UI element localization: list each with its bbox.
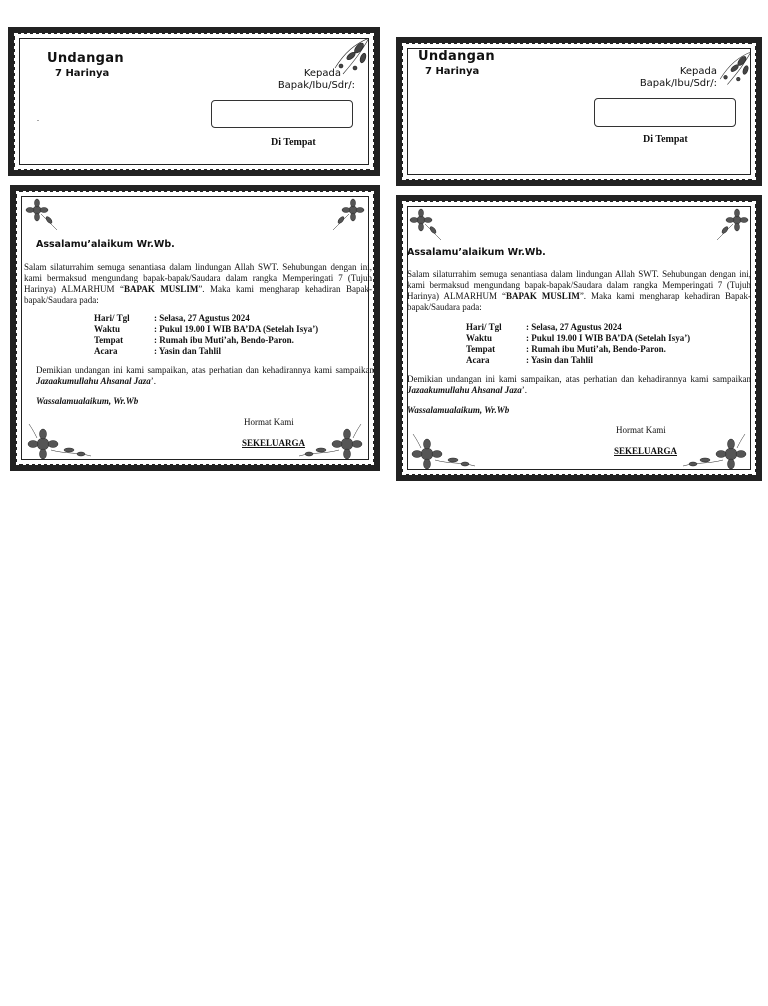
to-label-kepada: Kepada [679, 66, 717, 77]
detail-row: Tempat : Rumah ibu Muti’ah, Bendo-Paron. [466, 343, 666, 354]
hormat-kami: Hormat Kami [244, 417, 294, 427]
di-tempat-label: Di Tempat [643, 134, 688, 145]
opening-text: Salam silaturrahim semuga senantiasa dalam lindungan Allah SWT. Sehubungan dengan ini, kami bermaksud mengundang bapak-bapak/Saudara dalam rangka Memperingati 7 (Tujuh Harinya) ALMARHUM “ [407, 269, 751, 301]
closing-paragraph: Demikian undangan ini kami sampaikan, atas perhatian dan kehadirannya kami sampaikan Jazaakumullahu Ahsanal Jaza’. [407, 374, 751, 395]
flower-bottom-right-icon [679, 430, 749, 470]
detail-row: Acara : Yasin dan Tahlil [94, 345, 221, 356]
flower-top-left-icon [25, 198, 59, 232]
detail-row: Hari/ Tgl : Selasa, 27 Agustus 2024 [94, 313, 250, 323]
to-label-kepada: Kepada [303, 68, 341, 79]
flower-top-right-icon [715, 208, 749, 242]
flower-bottom-right-icon [295, 420, 365, 460]
flower-top-left-icon [409, 208, 443, 242]
greeting: Assalamu’alaikum Wr.Wb. [36, 239, 175, 250]
flower-bottom-left-icon [409, 430, 479, 470]
envelope-subtitle: 7 Harinya [425, 66, 480, 77]
envelope-card-left [8, 27, 380, 176]
detail-row: Hari/ Tgl : Selasa, 27 Agustus 2024 [466, 322, 622, 332]
dot-mark: . [37, 114, 39, 123]
opening-text: Salam silaturrahim semuga senantiasa dalam lindungan Allah SWT. Sehubungan dengan ini, kami bermaksud mengundang bapak-bapak/Saudara dalam rangka Memperingati 7 (Tujuh Harinya) ALMARHUM “ [24, 262, 372, 294]
signature: SEKELUARGA [614, 446, 678, 456]
closing-arabic: Jazaakumullahu Ahsanal Jaza [36, 375, 151, 386]
opening-text-end: ”. Maka kami mengharap kehadiran Bapak-bapak/Saudara pada: [24, 283, 372, 305]
opening-paragraph [24, 262, 372, 306]
address-box[interactable] [211, 100, 353, 128]
detail-row: Tempat : Rumah ibu Muti’ah, Bendo-Paron. [94, 334, 294, 345]
opening-text-end: ”. Maka kami mengharap kehadiran Bapak-bapak/Saudara pada: [407, 290, 751, 312]
deceased-name: BAPAK MUSLIM [123, 283, 199, 294]
detail-row: Waktu : Pukul 19.00 I WIB BA’DA (Setelah Isya’) [466, 332, 691, 343]
detail-row: Acara : Yasin dan Tahlil [466, 354, 593, 365]
envelope-subtitle: 7 Harinya [55, 68, 110, 79]
hormat-kami: Hormat Kami [616, 425, 666, 435]
to-label-recipient: Bapak/Ibu/Sdr/: [639, 78, 717, 89]
letter-card-right [396, 195, 762, 481]
to-label-recipient: Bapak/Ibu/Sdr/: [277, 80, 355, 91]
deceased-name: BAPAK MUSLIM [505, 290, 580, 301]
event-details [466, 322, 690, 366]
opening-paragraph [407, 269, 751, 313]
flower-top-right-icon [331, 198, 365, 232]
detail-row: Waktu : Pukul 19.00 I WIB BA’DA (Setelah Isya’) [94, 323, 319, 334]
envelope-title: Undangan [418, 49, 495, 64]
floral-corner-icon [325, 38, 369, 78]
envelope-title: Undangan [47, 51, 124, 66]
wassalam: Wassalamualaikum, Wr.Wb [36, 396, 139, 406]
closing-arabic: Jazaakumullahu Ahsanal Jaza [407, 384, 522, 395]
envelope-card-right [396, 37, 762, 186]
wassalam: Wassalamualaikum, Wr.Wb [407, 405, 510, 415]
di-tempat-label: Di Tempat [271, 137, 316, 148]
greeting: Assalamu’alaikum Wr.Wb. [407, 247, 546, 258]
address-box[interactable] [594, 98, 736, 127]
signature: SEKELUARGA [242, 438, 306, 448]
flower-bottom-left-icon [25, 420, 95, 460]
letter-card-left [10, 185, 380, 471]
event-details [94, 313, 318, 357]
closing-paragraph: Demikian undangan ini kami sampaikan, atas perhatian dan kehadirannya kami sampaikan Jazaakumullahu Ahsanal Jaza’. [36, 365, 374, 386]
floral-corner-icon [711, 50, 751, 90]
